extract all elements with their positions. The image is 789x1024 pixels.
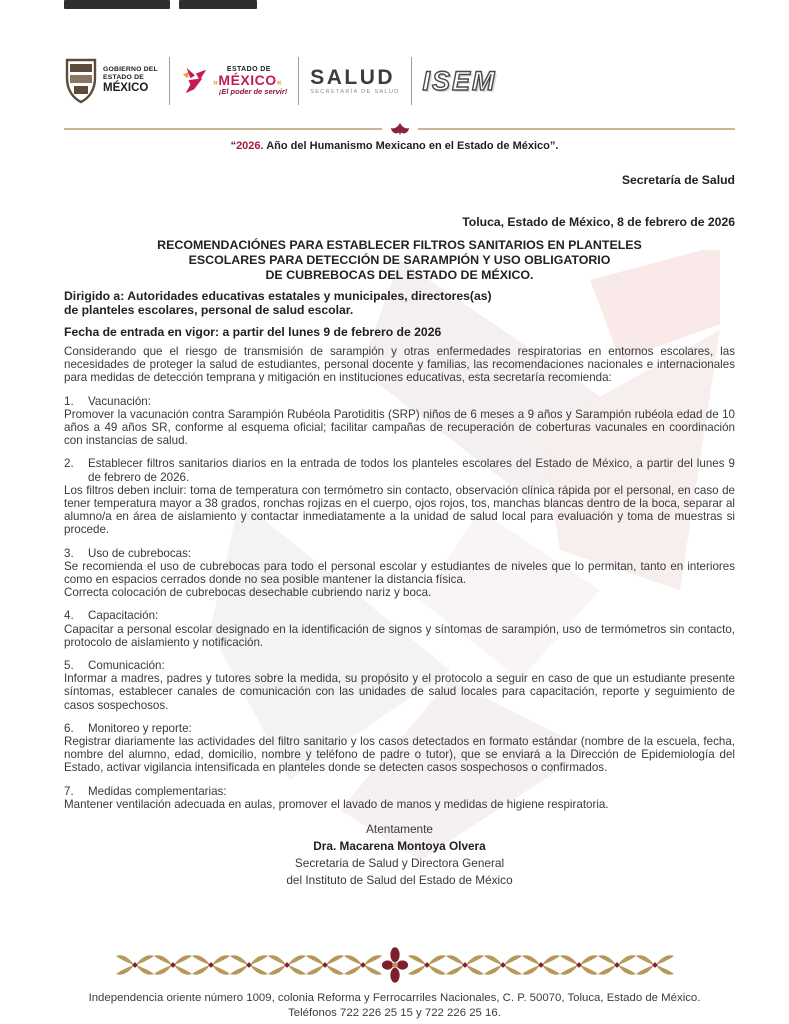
item-paragraph: Los filtros deben incluir: toma de temperatura con termómetro sin contacto, observación clínica rápida por el personal, en caso de tener temperatura mayor a 38 grados, ronchas rojizas en el cuerpo, ojos rojos, tos, manchas blancas dentro de la boca, separar al alumno/a en área de aislamiento y contactar inmediatamente a la unidad de salud local para evaluación y toma de muestras si procede. bbox=[64, 483, 735, 537]
logo-divider bbox=[298, 57, 299, 105]
item-number: 2. bbox=[64, 457, 74, 471]
item-paragraph: Se recomienda el uso de cubrebocas para todo el personal escolar y estudiantes de niveles que lo permitan, tanto en interiores como en espacios cerrados donde no sea posible mantener la distancia física. bbox=[64, 559, 735, 587]
footer-address: Independencia oriente número 1009, colonia Reforma y Ferrocarriles Nacionales, C. P. 50070, Toluca, Estado de México. Teléfonos 722 226 25 15 y 722 226 25 16. bbox=[88, 992, 701, 1019]
gobierno-logo-text: GOBIERNO DEL ESTADO DE MÉXICO bbox=[103, 66, 158, 95]
item-number: 6. bbox=[64, 721, 74, 735]
logo-divider bbox=[169, 57, 170, 105]
item-paragraph: Correcta colocación de cubrebocas desechable cubriendo nariz y boca. bbox=[64, 586, 432, 600]
signer-role-2: del Instituto de Salud del Estado de México bbox=[286, 873, 513, 888]
redaction-bar bbox=[179, 0, 257, 9]
year-legend: “2026. Año del Humanismo Mexicano en el Estado de México”. bbox=[230, 140, 559, 152]
divider-line bbox=[64, 128, 382, 130]
item-number: 4. bbox=[64, 609, 74, 623]
effective-date: Fecha de entrada en vigor: a partir del lunes 9 de febrero de 2026 bbox=[64, 325, 442, 339]
item-heading: Monitoreo y reporte: bbox=[88, 721, 192, 735]
ornament-unit bbox=[341, 952, 385, 978]
item-number: 3. bbox=[64, 546, 74, 560]
decorative-divider bbox=[64, 121, 735, 137]
list-item bbox=[64, 785, 735, 811]
item-paragraph: Registrar diariamente las actividades del filtro sanitario y los casos detectados en formato estándar (nombre de la escuela, fecha, nombre del alumno, edad, domicilio, nombre y teléfono de padre o tutor), que se enviará a la Dirección de Epidemiología del Estado, activar vigilancia intensificada en planteles donde se detecten casos sospechosos o confirmados. bbox=[64, 735, 735, 775]
item-number: 5. bbox=[64, 659, 74, 673]
signer-name: Dra. Macarena Montoya Olvera bbox=[313, 839, 486, 854]
ornament-unit bbox=[633, 952, 677, 978]
list-item bbox=[64, 609, 735, 649]
header-logo-row bbox=[64, 50, 497, 112]
chevron-right-icon: « bbox=[276, 77, 283, 88]
logo-divider bbox=[411, 57, 412, 105]
document-title: RECOMENDACIÓNES PARA ESTABLECER FILTROS SANITARIOS EN PLANTELES ESCOLARES PARA DETECCIÓN DE SARAMPIÓN Y USO OBLIGATORIO DE CUBREBOCAS DEL ESTADO DE MÉXICO. bbox=[157, 238, 642, 282]
list-item bbox=[64, 457, 735, 536]
edomex-bird-icon bbox=[181, 65, 209, 97]
list-item bbox=[64, 395, 735, 448]
item-number: 7. bbox=[64, 784, 74, 798]
item-heading: Comunicación: bbox=[88, 659, 165, 673]
item-heading: Capacitación: bbox=[88, 609, 159, 623]
items bbox=[64, 395, 735, 811]
addressed-to: Dirigido a: Autoridades educativas estatales y municipales, directores(as) de planteles escolares, personal de salud escolar. bbox=[64, 289, 492, 317]
chevron-left-icon: » bbox=[212, 77, 219, 88]
list-item bbox=[64, 659, 735, 712]
list-item bbox=[64, 547, 735, 600]
salud-logo: SALUD SECRETARÍA DE SALUD bbox=[310, 65, 400, 95]
laurel-ornament-icon bbox=[633, 952, 677, 978]
signature-block bbox=[64, 821, 735, 889]
closing: Atentamente bbox=[366, 822, 433, 837]
item-paragraph: Mantener ventilación adecuada en aulas, promover el lavado de manos y medidas de higiene respiratoria. bbox=[64, 797, 609, 811]
item-paragraph: Informar a madres, padres y tutores sobre la medida, su propósito y el protocolo a seguir en caso de que un estudiante presente síntomas, establecer canales de comunicación con las unidades de salud locales para capacitación, reporte y seguimiento de casos sospechosos. bbox=[64, 672, 735, 712]
isem-logo: ISEM bbox=[422, 65, 497, 96]
divider-line bbox=[418, 128, 736, 130]
item-paragraph: Capacitar a personal escolar designado en la identificación de signos y síntomas de sarampión, uso de termómetros sin contacto, protocolo de aislamiento y notificación. bbox=[64, 622, 735, 649]
redaction-bar bbox=[64, 0, 170, 9]
document-body bbox=[64, 168, 735, 889]
item-heading: Uso de cubrebocas: bbox=[88, 546, 192, 560]
signer-role-1: Secretaria de Salud y Directora General bbox=[294, 856, 505, 871]
item-paragraph: Promover la vacunación contra Sarampión Rubéola Parotiditis (SRP) niños de 6 meses a 9 años y Sarampión rubéola edad de 10 años a 49 años SR, conforme al esquema oficial; facilitar campañas de recuperación de coberturas vacunales en coordinación con instancias de salud. bbox=[64, 407, 735, 448]
footer-ornament bbox=[0, 946, 789, 984]
list-item bbox=[64, 722, 735, 775]
item-heading: Establecer filtros sanitarios diarios en la entrada de todos los planteles escolares del Estado de México, a partir del lunes 9 de febrero de 2026. bbox=[88, 457, 735, 484]
coat-of-arms-icon bbox=[64, 58, 98, 104]
laurel-ornament-icon bbox=[341, 952, 385, 978]
bud-ornament-icon bbox=[390, 121, 410, 137]
item-heading: Vacunación: bbox=[88, 394, 151, 408]
edomex-logo-text: ESTADO DE »MÉXICO« ¡El poder de servir! bbox=[212, 66, 288, 97]
gobierno-logo bbox=[64, 58, 158, 104]
date-line: Toluca, Estado de México, 8 de febrero de 2026 bbox=[462, 215, 735, 229]
intro-paragraph: Considerando que el riesgo de transmisión de sarampión y otras enfermedades respiratorias en entornos escolares, las necesidades de proteger la salud de estudiantes, personal docente y familias, las recomendaciones nacionales e internacionales para medidas de detección temprana y mitigación en instituciones educativas, esta secretaría recomienda: bbox=[64, 345, 735, 385]
item-heading: Medidas complementarias: bbox=[88, 784, 227, 798]
edomex-logo bbox=[181, 65, 287, 97]
secretaria-label: Secretaría de Salud bbox=[621, 173, 735, 187]
item-number: 1. bbox=[64, 394, 74, 408]
